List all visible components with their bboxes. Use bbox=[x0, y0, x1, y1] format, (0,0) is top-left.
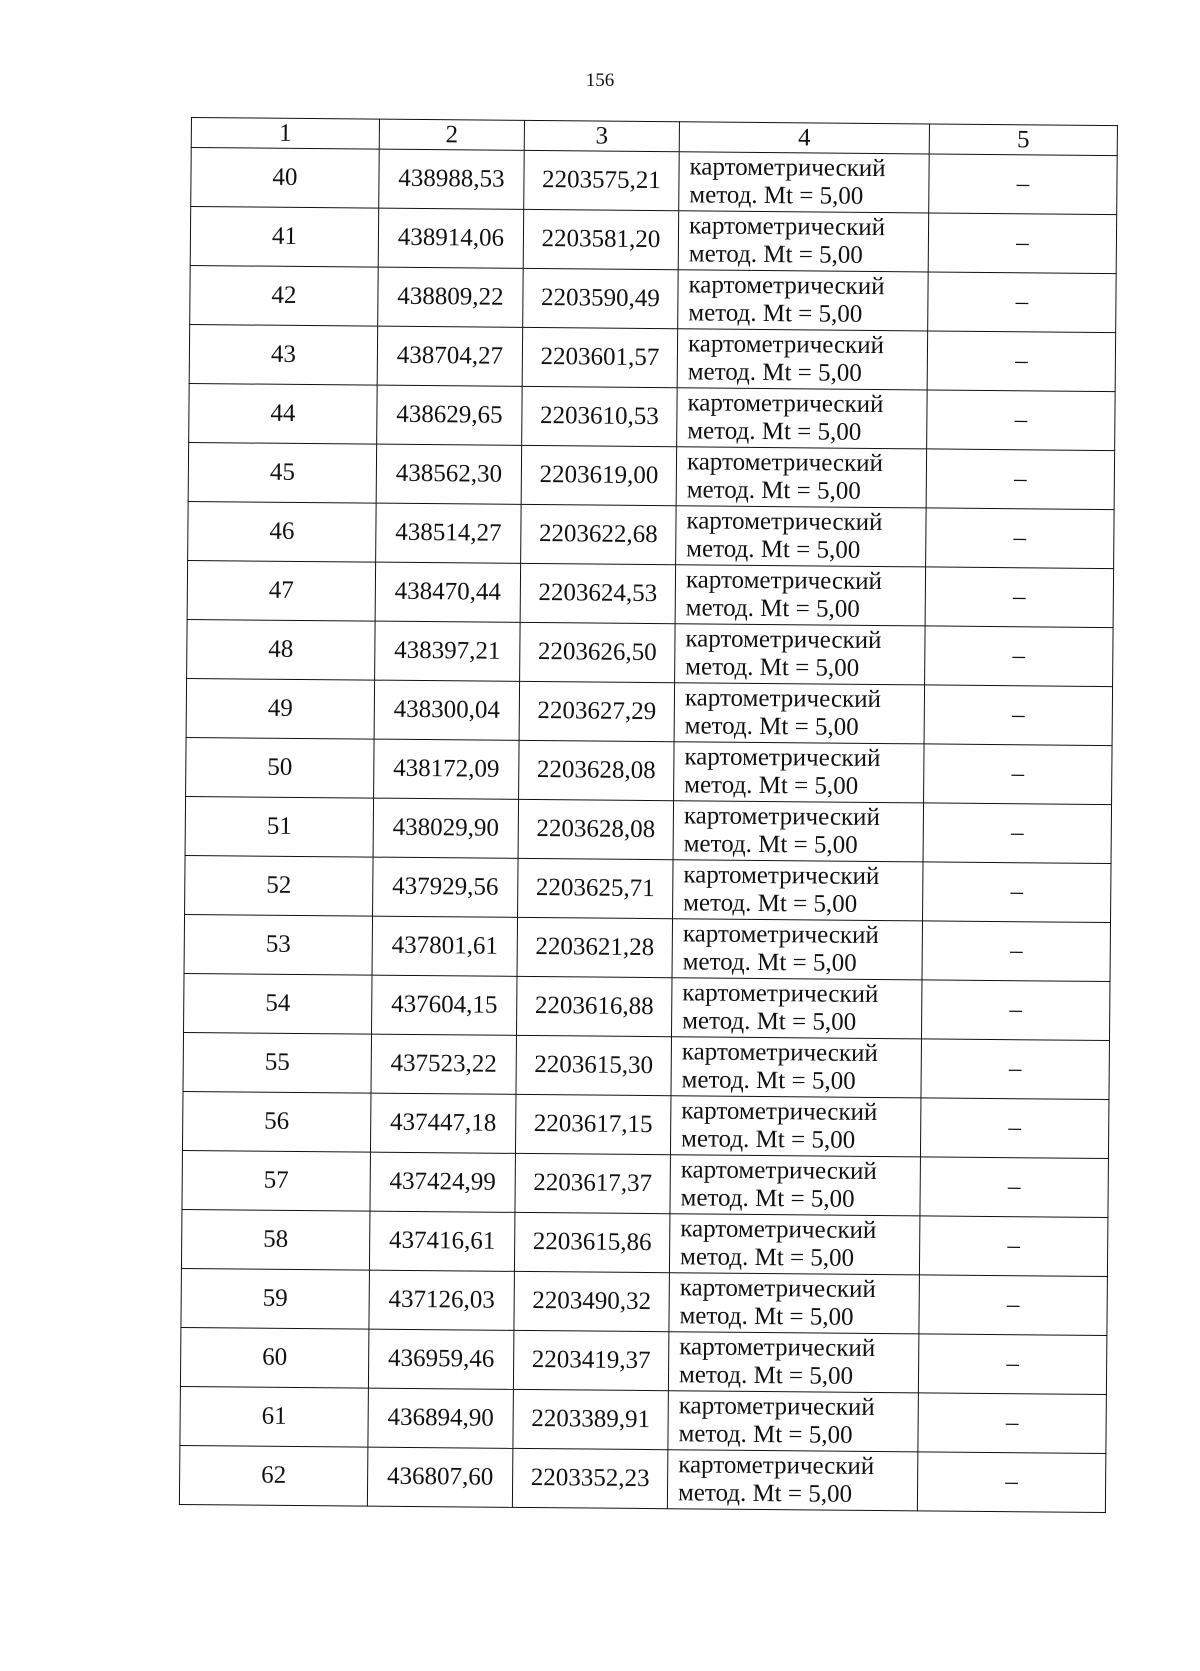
y-coordinate-cell: 2203490,32 bbox=[514, 1271, 670, 1331]
note-cell: – bbox=[919, 1216, 1108, 1277]
x-coordinate-cell: 438988,53 bbox=[379, 149, 525, 209]
method-line-2: метод. Mt = 5,00 bbox=[677, 1479, 853, 1508]
method-line-1: картометрический bbox=[678, 1451, 875, 1481]
method-line-2: метод. Mt = 5,00 bbox=[686, 476, 861, 505]
method-cell bbox=[675, 624, 926, 685]
table-body bbox=[179, 148, 1117, 1513]
y-coordinate-cell: 2203628,08 bbox=[518, 799, 674, 859]
y-coordinate-cell: 2203622,68 bbox=[521, 504, 677, 564]
x-coordinate-cell: 438704,27 bbox=[377, 326, 523, 386]
method-cell bbox=[672, 919, 923, 980]
method-cell bbox=[667, 1450, 918, 1511]
table-row bbox=[185, 796, 1111, 863]
x-coordinate-cell: 438914,06 bbox=[378, 208, 524, 268]
method-line-1: картометрический bbox=[685, 566, 883, 596]
method-cell bbox=[669, 1214, 920, 1275]
column-header-3: 3 bbox=[524, 120, 679, 151]
note-cell: – bbox=[921, 1039, 1110, 1100]
method-cell bbox=[674, 742, 925, 803]
point-number-cell: 44 bbox=[189, 383, 378, 444]
method-line-1: картометрический bbox=[685, 625, 882, 655]
point-number-cell: 62 bbox=[179, 1445, 368, 1506]
table-row bbox=[181, 1209, 1107, 1276]
method-line-2: метод. Mt = 5,00 bbox=[683, 830, 858, 859]
method-line-2: метод. Mt = 5,00 bbox=[682, 1007, 857, 1036]
method-cell bbox=[673, 801, 924, 862]
method-line-2: метод. Mt = 5,00 bbox=[687, 417, 862, 446]
note-cell: – bbox=[920, 1098, 1109, 1159]
x-coordinate-cell: 438397,21 bbox=[375, 621, 521, 681]
method-line-1: картометрический bbox=[683, 802, 881, 832]
note-cell: – bbox=[918, 1393, 1107, 1454]
y-coordinate-cell: 2203610,53 bbox=[522, 386, 678, 446]
method-line-2: метод. Mt = 5,00 bbox=[687, 358, 862, 387]
note-cell: – bbox=[928, 213, 1117, 274]
column-header-2: 2 bbox=[379, 119, 524, 150]
method-line-1: картометрический bbox=[682, 920, 879, 950]
table-row bbox=[183, 1032, 1109, 1099]
method-line-2: метод. Mt = 5,00 bbox=[680, 1184, 855, 1213]
table-row bbox=[189, 383, 1115, 450]
point-number-cell: 48 bbox=[187, 619, 376, 680]
table-row bbox=[188, 442, 1114, 509]
column-header-4: 4 bbox=[679, 122, 929, 154]
method-line-2: метод. Mt = 5,00 bbox=[685, 594, 860, 623]
point-number-cell: 47 bbox=[187, 560, 376, 621]
x-coordinate-cell: 437801,61 bbox=[372, 916, 518, 976]
note-cell: – bbox=[925, 626, 1114, 687]
table-row bbox=[186, 678, 1112, 745]
point-number-cell: 50 bbox=[186, 737, 375, 798]
method-line-2: метод. Mt = 5,00 bbox=[688, 299, 863, 328]
x-coordinate-cell: 437126,03 bbox=[369, 1270, 515, 1330]
method-line-1: картометрический bbox=[683, 861, 880, 891]
y-coordinate-cell: 2203626,50 bbox=[520, 622, 676, 682]
point-number-cell: 45 bbox=[188, 442, 377, 503]
table-row bbox=[187, 619, 1113, 686]
method-cell bbox=[676, 447, 927, 508]
x-coordinate-cell: 438470,44 bbox=[375, 562, 521, 622]
note-cell: – bbox=[918, 1334, 1107, 1395]
table-row bbox=[181, 1268, 1107, 1335]
point-number-cell: 56 bbox=[182, 1091, 371, 1152]
point-number-cell: 60 bbox=[180, 1327, 369, 1388]
method-cell bbox=[673, 860, 924, 921]
method-cell bbox=[676, 506, 927, 567]
method-line-1: картометрический bbox=[680, 1156, 877, 1186]
x-coordinate-cell: 438629,65 bbox=[377, 385, 523, 445]
method-line-1: картометрический bbox=[687, 389, 884, 419]
y-coordinate-cell: 2203628,08 bbox=[519, 740, 675, 800]
y-coordinate-cell: 2203625,71 bbox=[518, 858, 674, 918]
table-row bbox=[187, 560, 1113, 627]
x-coordinate-cell: 438562,30 bbox=[376, 444, 522, 504]
note-cell: – bbox=[926, 508, 1115, 569]
method-line-2: метод. Mt = 5,00 bbox=[679, 1302, 854, 1331]
y-coordinate-cell: 2203352,23 bbox=[512, 1448, 668, 1508]
table-row bbox=[180, 1386, 1106, 1453]
method-cell bbox=[675, 565, 926, 626]
note-cell: – bbox=[929, 154, 1118, 215]
method-line-1: картометрический bbox=[688, 212, 886, 242]
table-row bbox=[189, 324, 1115, 391]
note-cell: – bbox=[923, 862, 1112, 923]
x-coordinate-cell: 438029,90 bbox=[373, 798, 519, 858]
note-cell: – bbox=[925, 567, 1114, 628]
note-cell: – bbox=[923, 803, 1112, 864]
method-line-1: картометрический bbox=[679, 1333, 876, 1363]
column-header-1: 1 bbox=[191, 118, 379, 150]
method-line-2: метод. Mt = 5,00 bbox=[683, 889, 858, 918]
method-cell bbox=[678, 270, 929, 331]
method-cell bbox=[677, 329, 928, 390]
y-coordinate-cell: 2203615,86 bbox=[514, 1212, 670, 1272]
method-line-2: метод. Mt = 5,00 bbox=[684, 712, 859, 741]
table-row bbox=[191, 148, 1117, 215]
x-coordinate-cell: 437523,22 bbox=[371, 1034, 517, 1094]
x-coordinate-cell: 436807,60 bbox=[367, 1447, 513, 1507]
y-coordinate-cell: 2203601,57 bbox=[522, 327, 678, 387]
point-number-cell: 40 bbox=[191, 148, 380, 209]
point-number-cell: 53 bbox=[184, 914, 373, 975]
method-line-1: картометрический bbox=[686, 448, 884, 478]
method-line-2: метод. Mt = 5,00 bbox=[685, 653, 860, 682]
method-cell bbox=[674, 683, 925, 744]
method-line-1: картометрический bbox=[687, 330, 885, 360]
table-row bbox=[190, 207, 1116, 274]
method-cell bbox=[668, 1332, 919, 1393]
coordinates-table bbox=[179, 117, 1118, 1513]
method-line-1: картометрический bbox=[684, 684, 882, 714]
method-cell bbox=[671, 978, 922, 1039]
method-line-1: картометрический bbox=[681, 1097, 878, 1127]
point-number-cell: 43 bbox=[189, 324, 378, 385]
page-number: 156 bbox=[585, 70, 615, 91]
method-cell bbox=[669, 1273, 920, 1334]
method-line-2: метод. Mt = 5,00 bbox=[689, 181, 864, 210]
method-line-1: картометрический bbox=[678, 1392, 875, 1422]
x-coordinate-cell: 437929,56 bbox=[373, 857, 519, 917]
point-number-cell: 42 bbox=[190, 265, 379, 326]
method-cell bbox=[678, 211, 929, 272]
point-number-cell: 46 bbox=[188, 501, 377, 562]
method-line-1: картометрический bbox=[682, 979, 879, 1009]
note-cell: – bbox=[919, 1275, 1108, 1336]
point-number-cell: 52 bbox=[185, 855, 374, 916]
method-cell bbox=[668, 1391, 919, 1452]
method-cell bbox=[679, 152, 930, 213]
point-number-cell: 61 bbox=[180, 1386, 369, 1447]
note-cell: – bbox=[927, 331, 1116, 392]
method-cell bbox=[670, 1096, 921, 1157]
table-row bbox=[184, 973, 1110, 1040]
method-line-2: метод. Mt = 5,00 bbox=[680, 1125, 856, 1154]
y-coordinate-cell: 2203590,49 bbox=[523, 268, 679, 328]
method-line-2: метод. Mt = 5,00 bbox=[681, 1066, 856, 1095]
y-coordinate-cell: 2203624,53 bbox=[520, 563, 676, 623]
x-coordinate-cell: 437424,99 bbox=[370, 1152, 516, 1212]
note-cell: – bbox=[927, 390, 1116, 451]
method-line-2: метод. Mt = 5,00 bbox=[682, 948, 857, 977]
method-cell bbox=[677, 388, 928, 449]
method-line-1: картометрический bbox=[686, 507, 883, 537]
method-line-2: метод. Mt = 5,00 bbox=[678, 1361, 854, 1390]
method-line-1: картометрический bbox=[681, 1038, 878, 1068]
table-row bbox=[190, 265, 1116, 332]
y-coordinate-cell: 2203615,30 bbox=[516, 1035, 672, 1095]
y-coordinate-cell: 2203616,88 bbox=[516, 976, 672, 1036]
table-row bbox=[184, 914, 1110, 981]
table-row bbox=[180, 1327, 1106, 1394]
method-line-1: картометрический bbox=[688, 271, 885, 301]
y-coordinate-cell: 2203581,20 bbox=[523, 209, 679, 269]
y-coordinate-cell: 2203627,29 bbox=[519, 681, 675, 741]
table-row bbox=[182, 1091, 1108, 1158]
y-coordinate-cell: 2203621,28 bbox=[517, 917, 673, 977]
point-number-cell: 55 bbox=[183, 1032, 372, 1093]
method-cell bbox=[671, 1037, 922, 1098]
point-number-cell: 57 bbox=[182, 1150, 371, 1211]
method-cell bbox=[670, 1155, 921, 1216]
x-coordinate-cell: 437416,61 bbox=[369, 1211, 515, 1271]
note-cell: – bbox=[920, 1157, 1109, 1218]
point-number-cell: 51 bbox=[185, 796, 374, 857]
x-coordinate-cell: 436894,90 bbox=[368, 1388, 514, 1448]
method-line-1: картометрический bbox=[689, 153, 886, 183]
y-coordinate-cell: 2203619,00 bbox=[521, 445, 677, 505]
column-header-5: 5 bbox=[929, 124, 1117, 156]
note-cell: – bbox=[917, 1452, 1106, 1513]
table-row bbox=[188, 501, 1114, 568]
point-number-cell: 41 bbox=[190, 207, 379, 268]
method-line-2: метод. Mt = 5,00 bbox=[679, 1243, 855, 1272]
x-coordinate-cell: 438809,22 bbox=[378, 267, 524, 327]
note-cell: – bbox=[924, 685, 1113, 746]
table-row bbox=[186, 737, 1112, 804]
x-coordinate-cell: 436959,46 bbox=[368, 1329, 514, 1389]
x-coordinate-cell: 437447,18 bbox=[370, 1093, 516, 1153]
note-cell: – bbox=[926, 449, 1115, 510]
method-line-2: метод. Mt = 5,00 bbox=[688, 240, 863, 269]
method-line-2: метод. Mt = 5,00 bbox=[678, 1420, 853, 1449]
note-cell: – bbox=[921, 980, 1110, 1041]
table-row bbox=[179, 1445, 1105, 1512]
point-number-cell: 59 bbox=[181, 1268, 370, 1329]
table-row bbox=[185, 855, 1111, 922]
table-row bbox=[182, 1150, 1108, 1217]
method-line-2: метод. Mt = 5,00 bbox=[684, 771, 859, 800]
x-coordinate-cell: 438172,09 bbox=[374, 739, 520, 799]
x-coordinate-cell: 438514,27 bbox=[376, 503, 522, 563]
method-line-1: картометрический bbox=[680, 1215, 877, 1245]
method-line-2: метод. Mt = 5,00 bbox=[686, 535, 861, 564]
note-cell: – bbox=[922, 921, 1111, 982]
y-coordinate-cell: 2203575,21 bbox=[524, 150, 680, 210]
note-cell: – bbox=[928, 272, 1117, 333]
y-coordinate-cell: 2203419,37 bbox=[513, 1330, 669, 1390]
method-line-1: картометрический bbox=[679, 1274, 876, 1304]
method-line-1: картометрический bbox=[684, 743, 881, 773]
point-number-cell: 54 bbox=[184, 973, 373, 1034]
point-number-cell: 58 bbox=[181, 1209, 370, 1270]
note-cell: – bbox=[924, 744, 1113, 805]
x-coordinate-cell: 437604,15 bbox=[372, 975, 518, 1035]
y-coordinate-cell: 2203617,15 bbox=[515, 1094, 671, 1154]
x-coordinate-cell: 438300,04 bbox=[374, 680, 520, 740]
y-coordinate-cell: 2203617,37 bbox=[515, 1153, 671, 1213]
y-coordinate-cell: 2203389,91 bbox=[513, 1389, 669, 1449]
point-number-cell: 49 bbox=[186, 678, 375, 739]
